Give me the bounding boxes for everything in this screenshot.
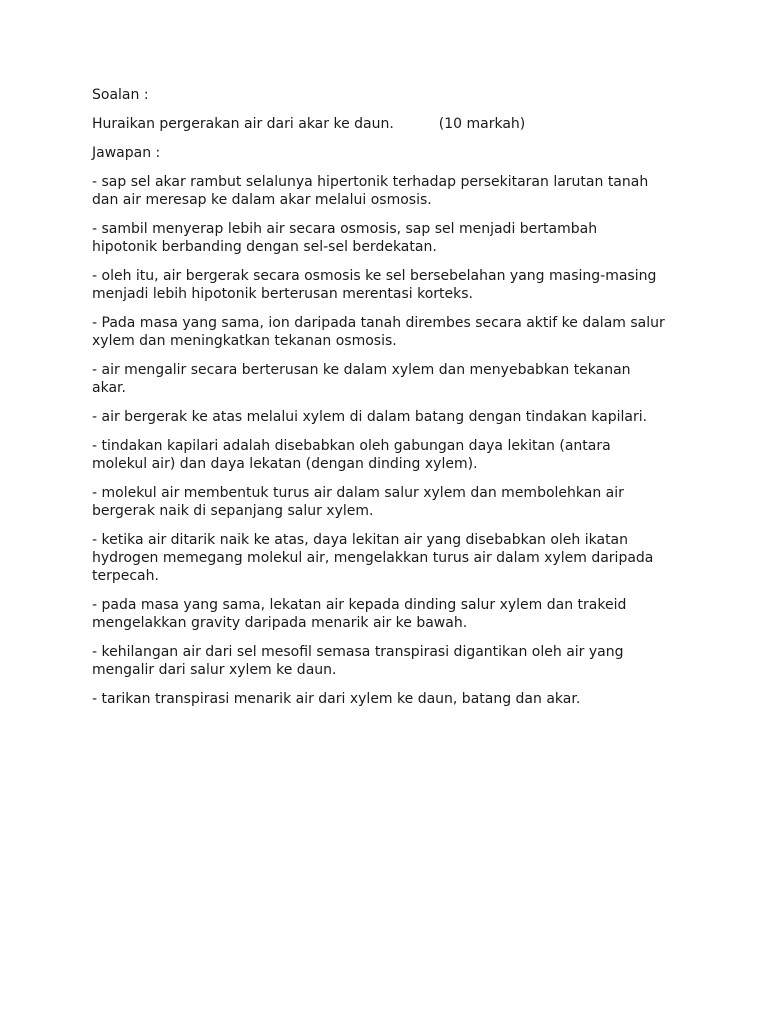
answer-line: - kehilangan air dari sel mesofil semasa transpirasi digantikan oleh air yang bbox=[92, 644, 624, 660]
answer-point bbox=[92, 484, 692, 520]
answer-line: - tindakan kapilari adalah disebabkan oleh gabungan daya lekitan (antara bbox=[92, 438, 611, 454]
answer-line: hipotonik berbanding dengan sel-sel berdekatan. bbox=[92, 239, 437, 255]
answer-point bbox=[92, 314, 692, 350]
answer-line: menjadi lebih hipotonik berterusan merentasi korteks. bbox=[92, 286, 473, 302]
answer-line: - pada masa yang sama, lekatan air kepada dinding salur xylem dan trakeid bbox=[92, 597, 627, 613]
answer-point bbox=[92, 690, 692, 708]
answer-line: - air bergerak ke atas melalui xylem di dalam batang dengan tindakan kapilari. bbox=[92, 409, 648, 425]
question-marks: (10 markah) bbox=[438, 116, 526, 132]
answer-point bbox=[92, 596, 692, 632]
question-heading: Soalan : bbox=[92, 87, 149, 103]
answer-line: - tarikan transpirasi menarik air dari xylem ke daun, batang dan akar. bbox=[92, 691, 581, 707]
answer-line: bergerak naik di sepanjang salur xylem. bbox=[92, 503, 374, 519]
answer-line: - sap sel akar rambut selalunya hipertonik terhadap persekitaran larutan tanah bbox=[92, 174, 649, 190]
answer-line: - ketika air ditarik naik ke atas, daya lekitan air yang disebabkan oleh ikatan bbox=[92, 532, 629, 548]
answer-line: - Pada masa yang sama, ion daripada tanah dirembes secara aktif ke dalam salur bbox=[92, 315, 665, 331]
answer-line: - oleh itu, air bergerak secara osmosis ke sel bersebelahan yang masing-masing bbox=[92, 268, 657, 284]
answer-line: dan air meresap ke dalam akar melalui osmosis. bbox=[92, 192, 432, 208]
answer-point bbox=[92, 408, 692, 426]
answer-line: hydrogen memegang molekul air, mengelakkan turus air dalam xylem daripada bbox=[92, 550, 654, 566]
answer-point bbox=[92, 361, 692, 397]
answer-line: molekul air) dan daya lekatan (dengan dinding xylem). bbox=[92, 456, 478, 472]
document-content bbox=[92, 86, 692, 708]
answer-line: - air mengalir secara berterusan ke dalam xylem dan menyebabkan tekanan bbox=[92, 362, 631, 378]
question-text: Huraikan pergerakan air dari akar ke daun. bbox=[92, 116, 394, 132]
answer-heading: Jawapan : bbox=[92, 145, 161, 161]
answer-point bbox=[92, 643, 692, 679]
answer-point bbox=[92, 267, 692, 303]
answer-line: akar. bbox=[92, 380, 126, 396]
answer-point bbox=[92, 531, 692, 585]
answer-point bbox=[92, 220, 692, 256]
answer-line: mengelakkan gravity daripada menarik air ke bawah. bbox=[92, 615, 468, 631]
answer-line: xylem dan meningkatkan tekanan osmosis. bbox=[92, 333, 397, 349]
answer-line: - molekul air membentuk turus air dalam salur xylem dan membolehkan air bbox=[92, 485, 624, 501]
answer-line: - sambil menyerap lebih air secara osmosis, sap sel menjadi bertambah bbox=[92, 221, 598, 237]
answer-line: mengalir dari salur xylem ke daun. bbox=[92, 662, 337, 678]
answer-point bbox=[92, 173, 692, 209]
answer-point bbox=[92, 437, 692, 473]
question-row bbox=[92, 115, 692, 133]
answer-line: terpecah. bbox=[92, 568, 159, 584]
